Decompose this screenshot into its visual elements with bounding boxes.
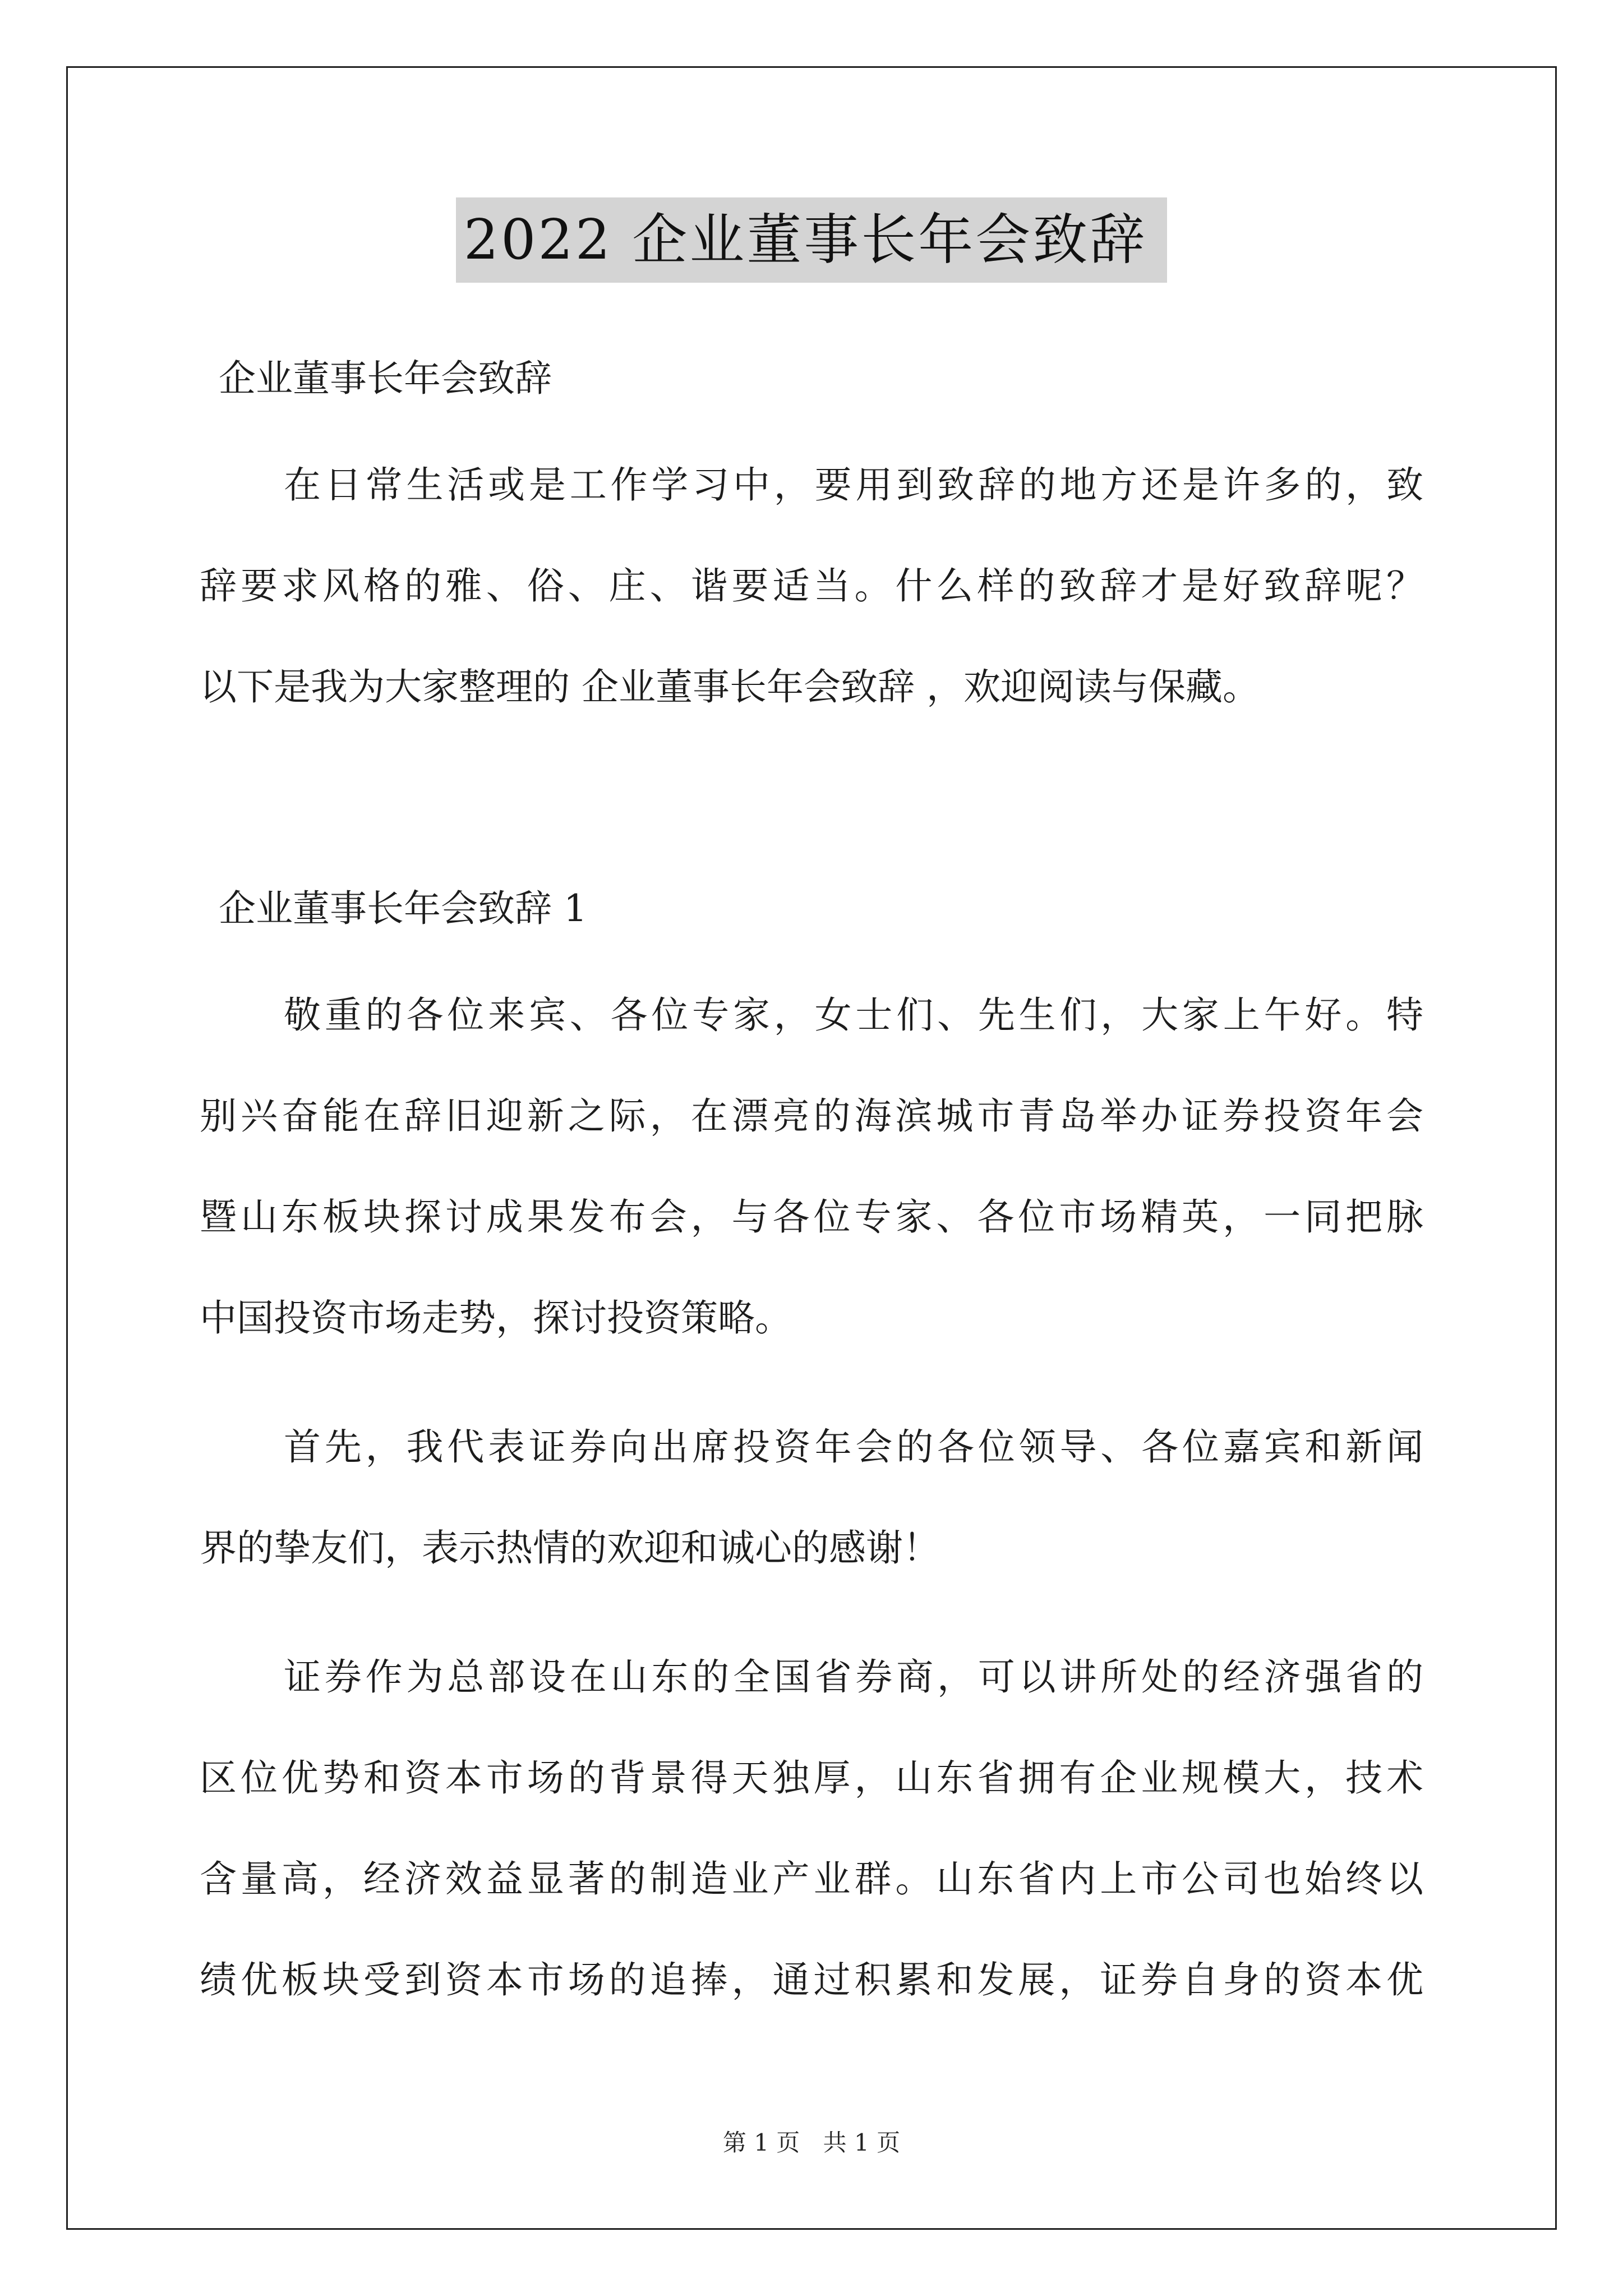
para3-line-1: 证券作为总部设在山东的全国省券商，可以讲所处的经济强省的 (284, 1655, 1423, 1699)
para1-line-2: 别兴奋能在辞旧迎新之际，在漂亮的海滨城市青岛举办证券投资年会 (200, 1094, 1423, 1138)
para3-line-2: 区位优势和资本市场的背景得天独厚，山东省拥有企业规模大，技术 (200, 1756, 1423, 1800)
title-container (0, 197, 1623, 283)
page-footer (0, 2126, 1623, 2160)
intro-line-3: 以下是我为大家整理的 企业董事长年会致辞 ，欢迎阅读与保藏。 (200, 665, 1260, 708)
para3-line-4: 绩优板块受到资本市场的追捧，通过积累和发展，证券自身的资本优 (200, 1958, 1423, 2001)
para2-line-1: 首先，我代表证券向出席投资年会的各位领导、各位嘉宾和新闻 (284, 1425, 1423, 1469)
para1-line-4: 中国投资市场走势，探讨投资策略。 (200, 1296, 792, 1340)
intro-line-1: 在日常生活或是工作学习中，要用到致辞的地方还是许多的，致 (284, 463, 1423, 507)
para3-line-3: 含量高，经济效益显著的制造业产业群。山东省内上市公司也始终以 (200, 1857, 1423, 1901)
section-heading: 企业董事长年会致辞 1 (219, 887, 587, 930)
page-total: 共 1 页 (823, 2129, 901, 2156)
intro-line-2: 辞要求风格的雅、俗、庄、谐要适当。什么样的致辞才是好致辞呢？ (200, 564, 1423, 608)
para1-line-3: 暨山东板块探讨成果发布会，与各位专家、各位市场精英，一同把脉 (200, 1195, 1423, 1239)
document-subtitle: 企业董事长年会致辞 (219, 357, 552, 400)
document-title: 2022 企业董事长年会致辞 (456, 197, 1168, 283)
para1-line-1: 敬重的各位来宾、各位专家，女士们、先生们，大家上午好。特 (284, 993, 1423, 1037)
page-number: 第 1 页 (722, 2129, 800, 2156)
para2-line-2: 界的挚友们，表示热情的欢迎和诚心的感谢！ (200, 1526, 940, 1570)
